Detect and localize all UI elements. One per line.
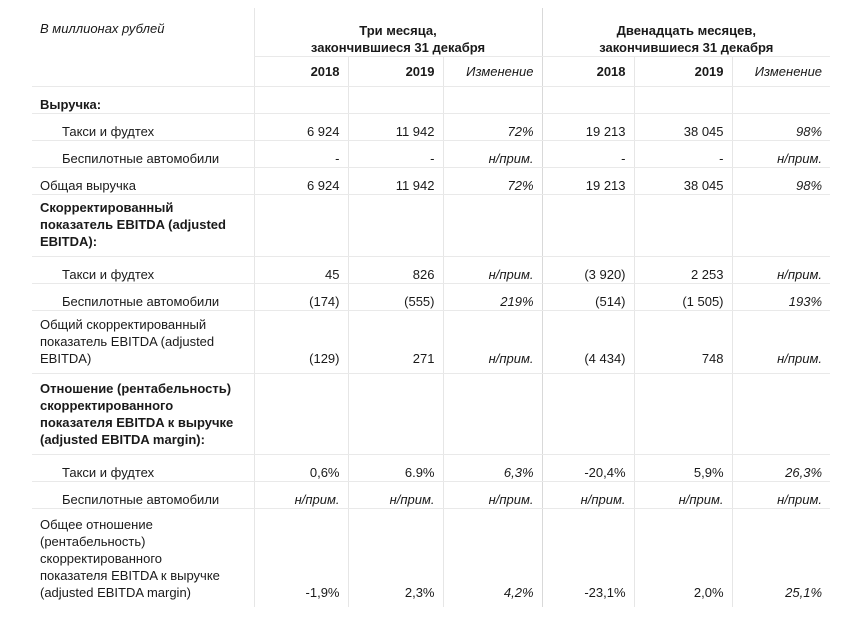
cell-value: (555) [348,284,443,311]
cell-change: н/прим. [443,141,542,168]
section-row-ebitda [32,195,830,257]
row-label: Беспилотные автомобили [32,141,254,168]
row-label: Такси и фудтех [32,455,254,482]
section-title-line: (adjusted EBITDA margin): [40,432,205,447]
cell-value: - [348,141,443,168]
row-label [32,311,254,374]
row-label-line: (adjusted EBITDA margin) [40,584,192,600]
cell-value: 11 942 [348,114,443,141]
cell-value: н/прим. [254,482,348,509]
cell-value: н/прим. [348,482,443,509]
cell-value: -1,9% [254,509,348,607]
cell-value: (129) [254,311,348,374]
table-row-total [32,509,830,607]
cell-value: 2 253 [634,257,732,284]
col-3m-change: Изменение [443,57,542,87]
cell-value: 2,3% [348,509,443,607]
cell-value: н/прим. [542,482,634,509]
section-title-line: EBITDA): [40,234,98,249]
section-title-line: Отношение (рентабельность) [40,381,232,396]
row-label: Беспилотные автомобили [32,284,254,311]
cell-change: н/прим. [443,311,542,374]
cell-value: 11 942 [348,168,443,195]
cell-change: 25,1% [732,509,830,607]
cell-value: 19 213 [542,168,634,195]
cell-value: (3 920) [542,257,634,284]
cell-value: - [634,141,732,168]
cell-change: 72% [443,168,542,195]
section-row-margin [32,374,830,455]
header-row-periods [32,8,830,57]
row-label-line: EBITDA) [40,351,92,366]
section-title-line: показатель EBITDA (adjusted [40,217,226,232]
section-title-ebitda [32,195,254,257]
row-label: Такси и фудтех [32,257,254,284]
cell-change: н/прим. [732,311,830,374]
row-label-line: Общее отношение [40,516,153,532]
twelve-months-header [542,8,830,57]
unit-label-text: В миллионах рублей [40,21,165,36]
section-title-margin [32,374,254,455]
cell-change: 193% [732,284,830,311]
cell-value: (4 434) [542,311,634,374]
table-row [32,114,830,141]
cell-value: 38 045 [634,114,732,141]
cell-value: (514) [542,284,634,311]
cell-change: 98% [732,114,830,141]
financial-results-table [32,8,830,607]
cell-change: 219% [443,284,542,311]
cell-value: 2,0% [634,509,732,607]
table-row [32,141,830,168]
cell-change: н/прим. [732,482,830,509]
section-title-revenue: Выручка: [32,87,254,114]
cell-value: 6 924 [254,168,348,195]
section-title-line: показателя EBITDA к выручке [40,415,234,430]
cell-value: н/прим. [634,482,732,509]
cell-value: (1 505) [634,284,732,311]
cell-change: н/прим. [732,141,830,168]
row-label: Общая выручка [32,168,254,195]
cell-value: 271 [348,311,443,374]
row-label [32,509,254,607]
unit-label [32,8,254,87]
table-row [32,482,830,509]
cell-change: 4,2% [443,509,542,607]
row-label-line: скорректированного [40,550,163,566]
cell-change: н/прим. [732,257,830,284]
row-label: Такси и фудтех [32,114,254,141]
cell-value: 5,9% [634,455,732,482]
cell-change: 72% [443,114,542,141]
col-12m-2019: 2019 [634,57,732,87]
cell-value: - [254,141,348,168]
cell-value: 0,6% [254,455,348,482]
cell-value: 45 [254,257,348,284]
cell-value: -23,1% [542,509,634,607]
table-row-total [32,168,830,195]
cell-value: - [542,141,634,168]
section-row-revenue [32,87,830,114]
cell-value: (174) [254,284,348,311]
cell-value: -20,4% [542,455,634,482]
col-3m-2018: 2018 [254,57,348,87]
three-months-header [254,8,542,57]
row-label-line: показатель EBITDA (adjusted [40,334,215,349]
row-label-line: показателя EBITDA к выручке [40,567,220,583]
cell-change: 98% [732,168,830,195]
row-label-line: Общий скорректированный [40,317,207,332]
cell-value: 19 213 [542,114,634,141]
section-title-line: Скорректированный [40,200,174,215]
col-3m-2019: 2019 [348,57,443,87]
col-12m-2018: 2018 [542,57,634,87]
three-months-subtitle: закончившиеся 31 декабря [310,40,486,55]
table-row [32,284,830,311]
cell-value: 6.9% [348,455,443,482]
cell-value: 38 045 [634,168,732,195]
cell-change: н/прим. [443,482,542,509]
cell-value: 748 [634,311,732,374]
table-row [32,455,830,482]
cell-value: 6 924 [254,114,348,141]
cell-change: 6,3% [443,455,542,482]
cell-value: 826 [348,257,443,284]
table-row-total [32,311,830,374]
cell-change: 26,3% [732,455,830,482]
twelve-months-title: Двенадцать месяцев, [616,23,756,38]
cell-change: н/прим. [443,257,542,284]
twelve-months-subtitle: закончившиеся 31 декабря [599,40,774,55]
three-months-title: Три месяца, [359,23,437,38]
col-12m-change: Изменение [732,57,830,87]
section-title-line: скорректированного [40,398,174,413]
row-label-line: (рентабельность) [40,533,146,549]
row-label: Беспилотные автомобили [32,482,254,509]
table-row [32,257,830,284]
